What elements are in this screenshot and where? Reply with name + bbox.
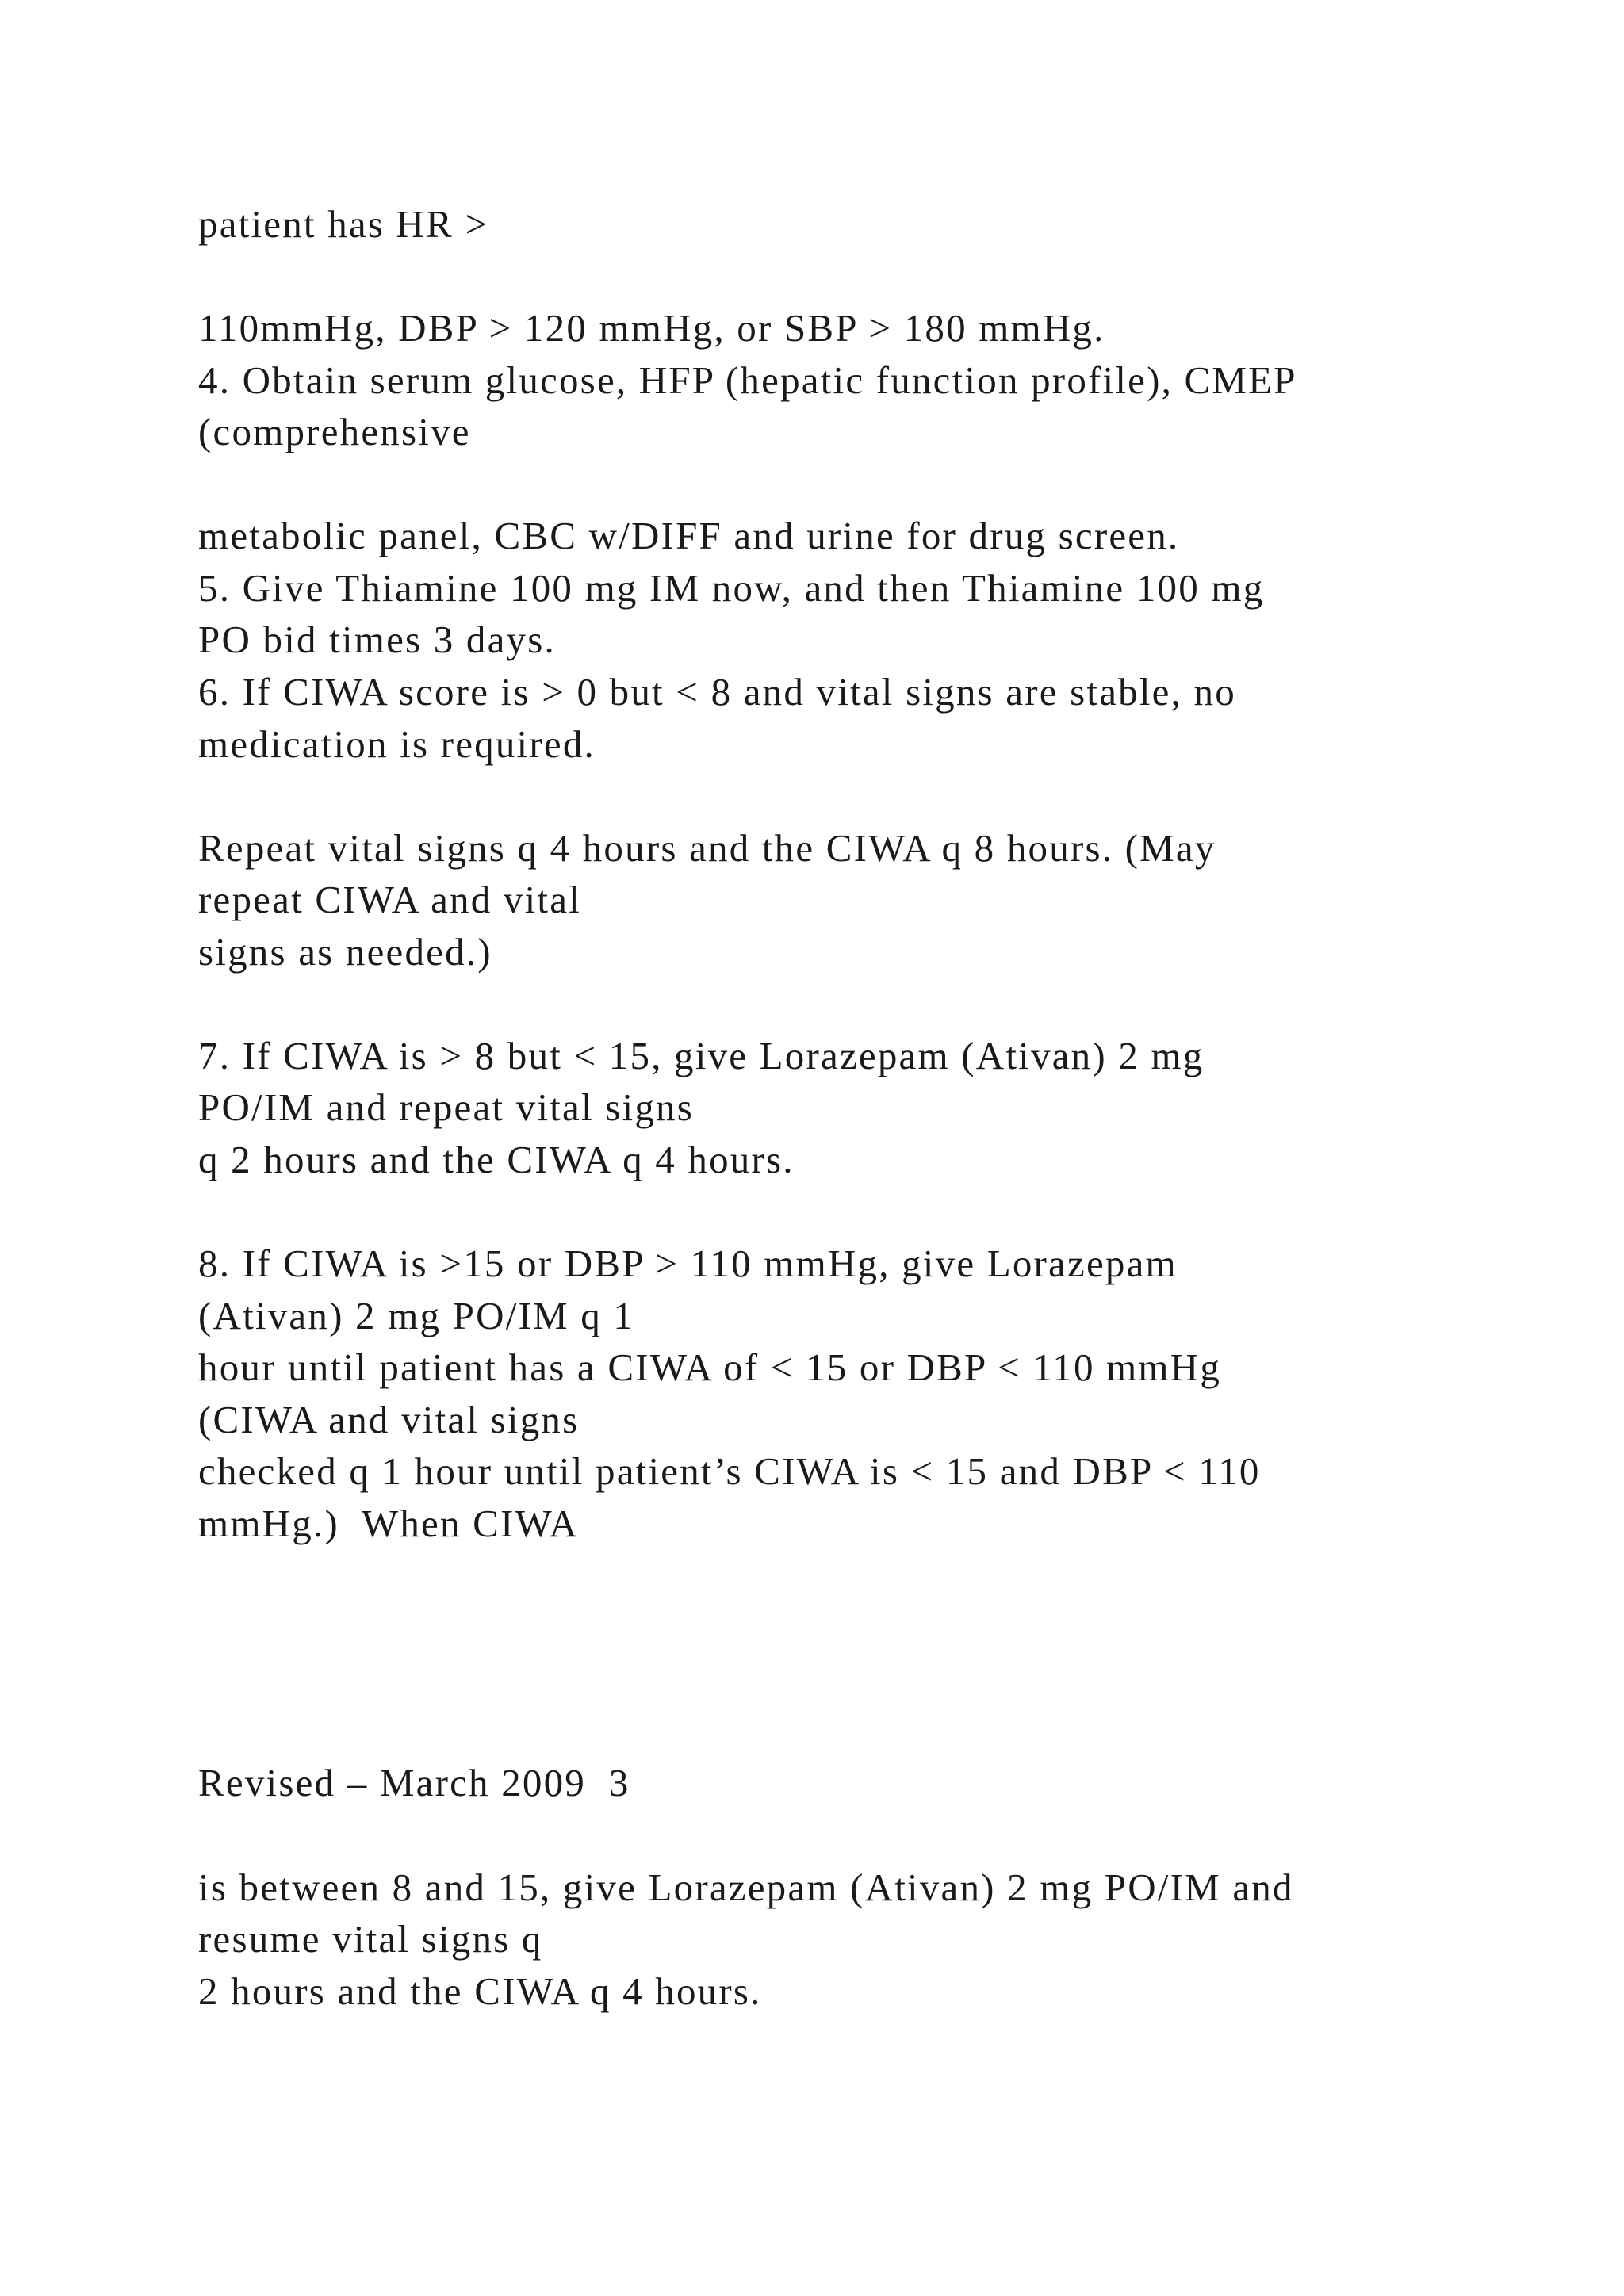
text-line: mmHg.) When CIWA: [198, 1502, 580, 1545]
text-line: q 2 hours and the CIWA q 4 hours.: [198, 1138, 795, 1181]
text-line: 7. If CIWA is > 8 but < 15, give Lorazepam (Ativan) 2 mg: [198, 1034, 1205, 1077]
text-line: medication is required.: [198, 722, 596, 766]
text-line: patient has HR >: [198, 202, 489, 246]
text-line: 6. If CIWA score is > 0 but < 8 and vital signs are stable, no: [198, 670, 1236, 714]
text-line: is between 8 and 15, give Lorazepam (Ativan) 2 mg PO/IM and: [198, 1866, 1294, 1909]
text-line: 4. Obtain serum glucose, HFP (hepatic function profile), CMEP: [198, 358, 1297, 402]
text-line: PO/IM and repeat vital signs: [198, 1085, 695, 1129]
text-line: (CIWA and vital signs: [198, 1398, 580, 1441]
text-line: signs as needed.): [198, 930, 492, 974]
text-line: (Ativan) 2 mg PO/IM q 1: [198, 1294, 635, 1337]
page-footer: Revised – March 2009 3: [198, 1761, 630, 1804]
text-line: PO bid times 3 days.: [198, 618, 556, 661]
text-line: metabolic panel, CBC w/DIFF and urine for drug screen.: [198, 514, 1180, 557]
text-line: 5. Give Thiamine 100 mg IM now, and then Thiamine 100 mg: [198, 566, 1265, 610]
text-line: 110mmHg, DBP > 120 mmHg, or SBP > 180 mmHg.: [198, 306, 1105, 350]
text-line: (comprehensive: [198, 410, 471, 453]
text-line: 2 hours and the CIWA q 4 hours.: [198, 1969, 762, 2013]
text-line: repeat CIWA and vital: [198, 878, 581, 921]
text-line: resume vital signs q: [198, 1917, 543, 1961]
text-line: Repeat vital signs q 4 hours and the CIWA q 8 hours. (May: [198, 826, 1216, 870]
text-line: hour until patient has a CIWA of < 15 or DBP < 110 mmHg: [198, 1345, 1222, 1389]
text-line: checked q 1 hour until patient’s CIWA is < 15 and DBP < 110: [198, 1449, 1261, 1493]
text-line: 8. If CIWA is >15 or DBP > 110 mmHg, give Lorazepam: [198, 1242, 1178, 1285]
